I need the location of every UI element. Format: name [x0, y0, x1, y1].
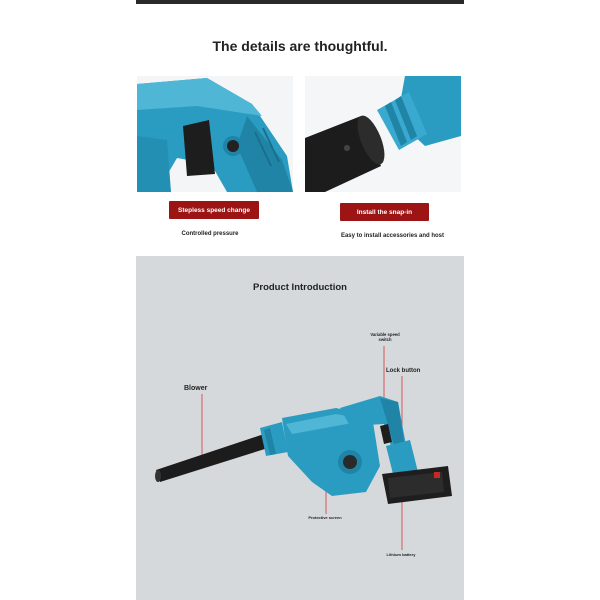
product-introduction-panel [136, 256, 464, 600]
blower-product-illustration [136, 256, 464, 600]
lithium-battery-callout: Lithium battery [386, 552, 416, 557]
lock-button-callout: Lock button [386, 368, 421, 374]
speed-switch-callout: Variable speed switch [370, 332, 400, 343]
snap-in-label: Install the snap-in [340, 203, 429, 221]
snap-in-detail-photo [305, 76, 461, 192]
top-divider-strip [136, 0, 464, 4]
stepless-speed-label: Stepless speed change [169, 201, 259, 219]
nozzle-closeup-illustration [305, 76, 461, 192]
controlled-pressure-caption: Controlled pressure [181, 231, 239, 237]
speed-switch-detail-photo [137, 76, 293, 192]
product-introduction-title: Product Introduction [253, 282, 347, 293]
section-headline: The details are thoughtful. [212, 38, 388, 54]
handle-closeup-illustration [137, 76, 293, 192]
protective-screen-callout: Protective screen [308, 515, 342, 520]
blower-callout: Blower [184, 385, 208, 392]
easy-install-caption: Easy to install accessories and host [340, 233, 445, 239]
